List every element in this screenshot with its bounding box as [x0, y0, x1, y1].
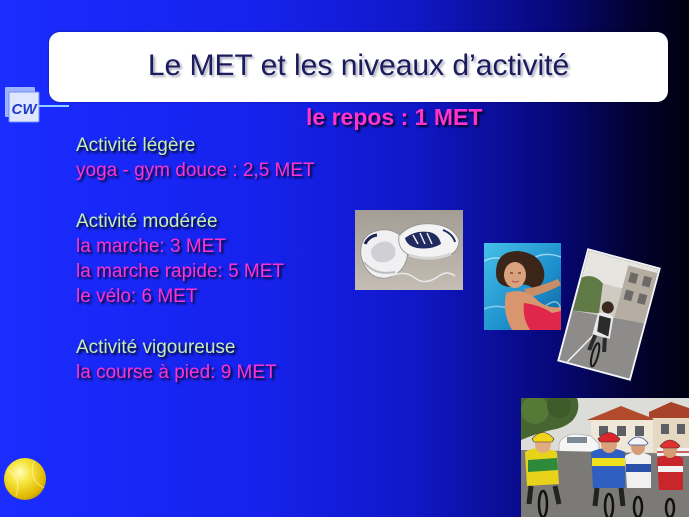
rest-line: le repos : 1 MET [306, 104, 483, 130]
logo-text: CW [11, 101, 37, 118]
right-shoe [399, 224, 459, 259]
section-vigorous [76, 335, 315, 385]
activity-item: la marche: 3 MET [76, 235, 226, 257]
activity-list [76, 133, 315, 410]
street-cyclist-image [560, 251, 659, 379]
section-heading: Activité modérée [76, 210, 218, 232]
logo [3, 84, 71, 128]
ball-seams [4, 458, 46, 500]
swimmer-photo [484, 243, 561, 330]
activity-item: yoga - gym douce : 2,5 MET [76, 160, 315, 182]
activity-item: le vélo: 6 MET [76, 286, 198, 308]
shoes-photo [355, 210, 463, 290]
swimmer-image [484, 243, 561, 330]
section-moderate [76, 209, 315, 310]
shoes-image [355, 210, 463, 290]
activity-item: la marche rapide: 5 MET [76, 261, 285, 282]
section-heading: Activité légère [76, 135, 196, 156]
cycling-race-image [521, 398, 689, 517]
street-cyclist-photo [557, 248, 661, 381]
title-box [49, 32, 668, 102]
logo-graphic [3, 84, 71, 128]
section-heading: Activité vigoureuse [76, 336, 236, 358]
activity-item: la course à pied: 9 MET [76, 361, 277, 383]
cycling-race-photo [521, 398, 689, 517]
yellow-ball [4, 458, 46, 500]
section-light [76, 133, 315, 183]
slide-title: Le MET et les niveaux d’activité [147, 49, 570, 82]
